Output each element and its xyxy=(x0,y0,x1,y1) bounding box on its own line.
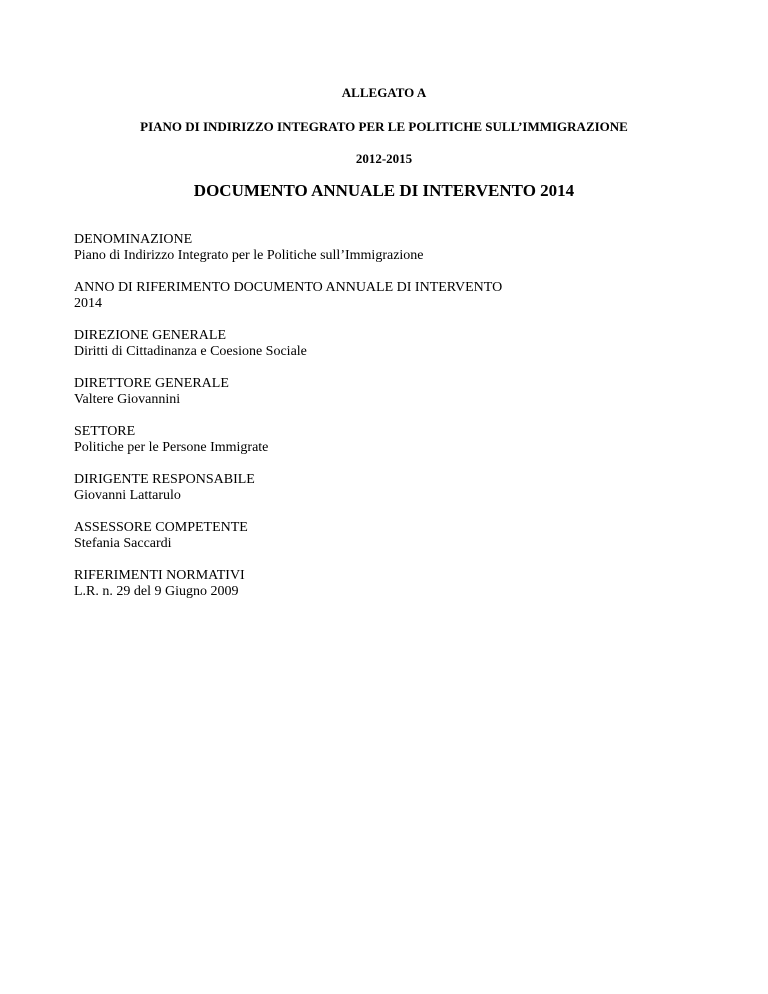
field-value: Politiche per le Persone Immigrate xyxy=(74,440,269,455)
field-direttore-generale xyxy=(74,376,674,408)
field-anno-riferimento xyxy=(74,280,674,312)
field-label: SETTORE xyxy=(74,424,136,439)
field-value: Piano di Indirizzo Integrato per le Politiche sull’Immigrazione xyxy=(74,248,424,263)
field-value: Diritti di Cittadinanza e Coesione Sociale xyxy=(74,344,307,359)
field-value: Stefania Saccardi xyxy=(74,536,172,551)
field-dirigente-responsabile xyxy=(74,472,674,504)
field-value: Valtere Giovannini xyxy=(74,392,181,407)
document-title: DOCUMENTO ANNUALE DI INTERVENTO 2014 xyxy=(193,181,575,200)
field-direzione-generale xyxy=(74,328,674,360)
plan-heading: PIANO DI INDIRIZZO INTEGRATO PER LE POLITICHE SULL’IMMIGRAZIONE xyxy=(140,119,628,134)
field-settore xyxy=(74,424,674,456)
field-label: DIRETTORE GENERALE xyxy=(74,376,229,391)
field-value: Giovanni Lattarulo xyxy=(74,488,181,503)
field-label: ANNO DI RIFERIMENTO DOCUMENTO ANNUALE DI INTERVENTO xyxy=(74,280,503,295)
field-label: DENOMINAZIONE xyxy=(74,232,193,247)
field-denominazione xyxy=(74,232,674,264)
fields-list xyxy=(74,232,674,616)
field-riferimenti-normativi xyxy=(74,568,674,600)
field-label: RIFERIMENTI NORMATIVI xyxy=(74,568,245,583)
years-heading: 2012-2015 xyxy=(355,151,413,166)
field-assessore-competente xyxy=(74,520,674,552)
field-label: ASSESSORE COMPETENTE xyxy=(74,520,248,535)
field-value: L.R. n. 29 del 9 Giugno 2009 xyxy=(74,584,239,599)
field-label: DIREZIONE GENERALE xyxy=(74,328,227,343)
allegato-heading: ALLEGATO A xyxy=(341,85,427,100)
field-value: 2014 xyxy=(74,296,102,311)
field-label: DIRIGENTE RESPONSABILE xyxy=(74,472,255,487)
